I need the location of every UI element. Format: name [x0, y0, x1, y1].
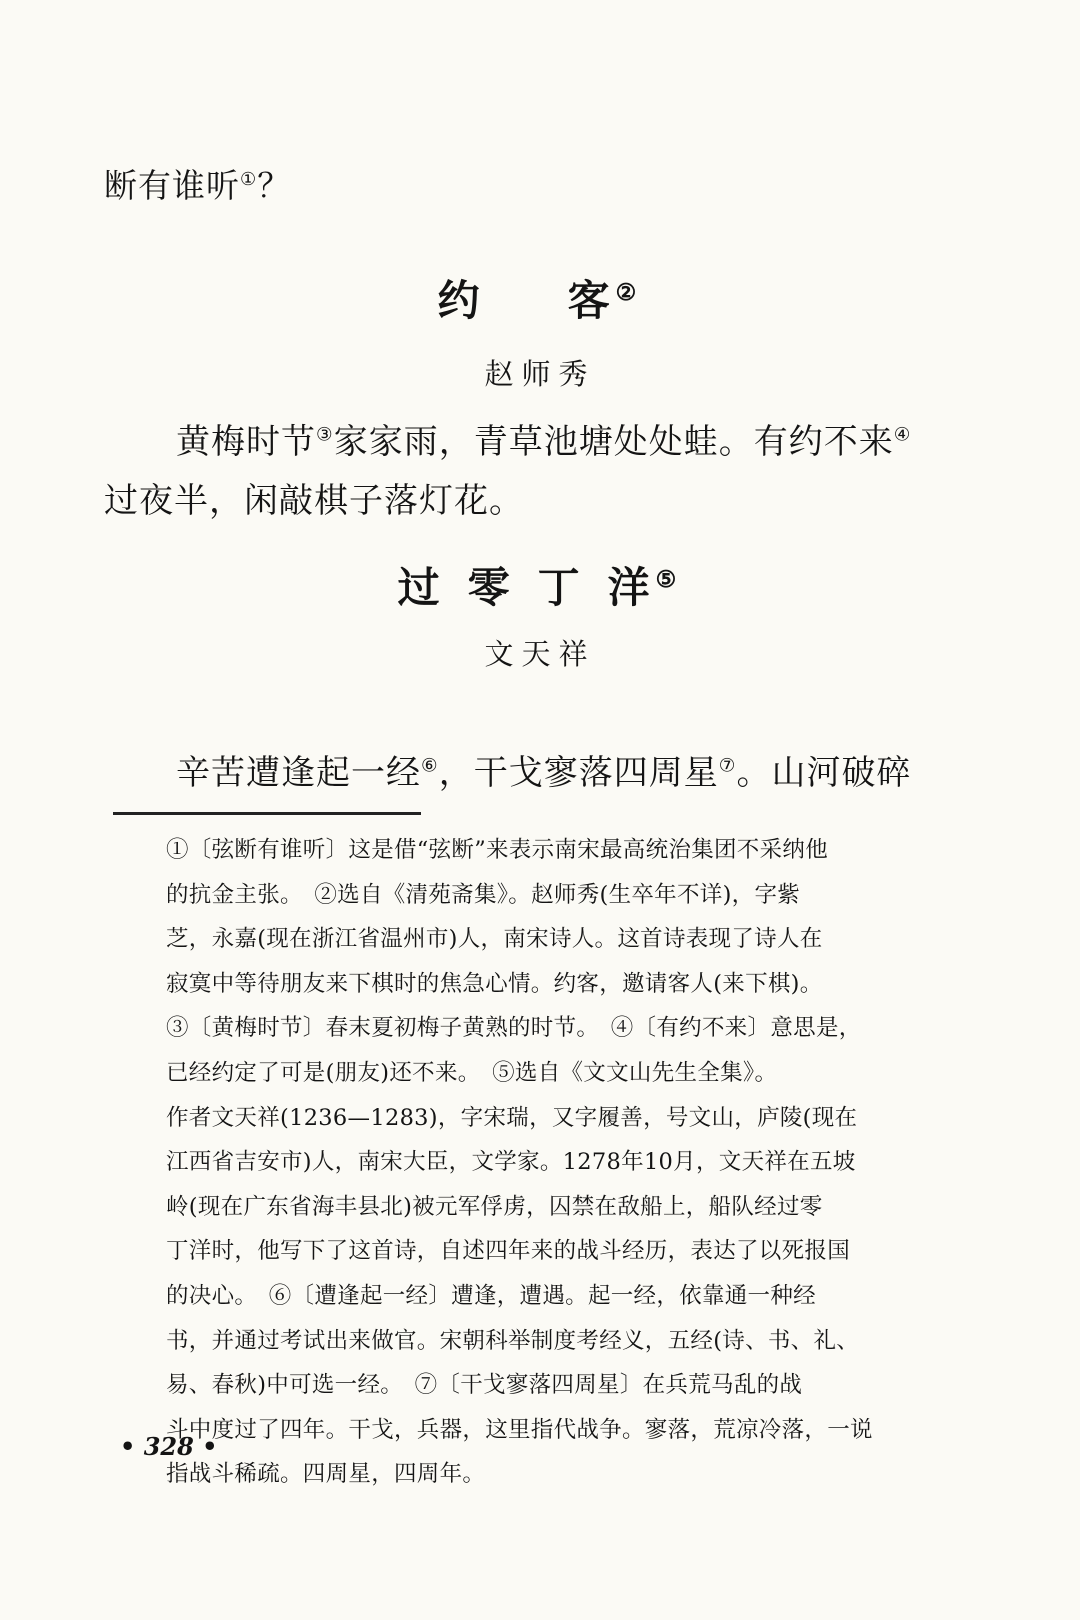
footnote-line: 易、春秋)中可选一经。 ⑦〔干戈寥落四周星〕在兵荒马乱的战 [166, 1372, 803, 1399]
poem-title-guolingdingyang [0, 555, 1080, 615]
footnote-line: 岭(现在广东省海丰县北)被元军俘虏，囚禁在敌船上，船队经过零 [166, 1193, 823, 1220]
footnote-line: 指战斗稀疏。四周星，四周年。 [166, 1461, 486, 1488]
poem-line: 过夜半，闲敲棋子落灯花。 [104, 481, 524, 521]
lead-text: 断有谁听 [104, 166, 240, 205]
poem-text: ，干戈寥落四周星 [438, 753, 719, 793]
footnote-ref-5: ⑤ [655, 566, 683, 593]
footnote-line: ③〔黄梅时节〕春末夏初梅子黄熟的时节。 ④〔有约不来〕意思是， [166, 1015, 862, 1042]
footnote-line: 芝，永嘉(现在浙江省温州市)人，南宋诗人。这首诗表现了诗人在 [166, 926, 823, 953]
footnote-line: 书，并通过考试出来做官。宋朝科举制度考经义，五经(诗、书、礼、 [166, 1327, 860, 1354]
footnote-line: 江西省吉安市)人，南宋大臣，文学家。1278年10月，文天祥在五坡 [166, 1149, 856, 1176]
poem-text: 家家雨，青草池塘处处蛙。有约不来 [333, 422, 894, 462]
poem-text: 黄梅时节 [176, 422, 316, 462]
footnote-line: 斗中度过了四年。干戈，兵器，这里指代战争。寥落，荒凉冷落，一说 [166, 1416, 873, 1443]
title-char: 过 [397, 563, 446, 612]
poem-text: 辛苦遭逢起一经 [176, 753, 421, 793]
title-char: 约 [437, 276, 486, 325]
footnote-line: ①〔弦断有谁听〕这是借“弦断”来表示南宋最高统治集团不采纳他 [166, 837, 829, 863]
footnote-ref-3: ③ [316, 424, 334, 446]
poem-line [176, 414, 912, 463]
title-char: 客 [567, 276, 616, 325]
footnote-line: 作者文天祥(1236—1283)，字宋瑞，又字履善，号文山，庐陵(现在 [166, 1104, 858, 1131]
footnote-line: 寂寞中等待朋友来下棋时的焦急心情。约客，邀请客人(来下棋)。 [166, 970, 823, 997]
poem-line [176, 745, 912, 794]
footnote-ref-4: ④ [893, 424, 912, 446]
footnote-line: 丁洋时，他写下了这首诗，自述四年来的战斗经历，表达了以死报国 [166, 1238, 851, 1265]
footnotes [166, 828, 950, 1497]
footnote-ref-1: ① [240, 169, 258, 190]
footnote-line: 的决心。 ⑥〔遭逢起一经〕遭逢，遭遇。起一经，依靠通一种经 [166, 1282, 816, 1309]
footnote-line: 的抗金主张。 ②选自《清苑斋集》。赵师秀(生卒年不详)，字紫 [166, 881, 801, 908]
title-char: 洋 [607, 563, 656, 612]
footnote-divider [113, 812, 421, 815]
title-char: 零 [467, 563, 516, 612]
footnote-ref-2: ② [615, 279, 643, 306]
page-number: • 328 • [120, 1432, 218, 1461]
poem-title-yueke [0, 268, 1080, 328]
poem-author-zhao: 赵师秀 [484, 357, 596, 391]
footnote-ref-7: ⑦ [718, 755, 737, 777]
previous-poem-last-line [104, 160, 291, 207]
footnote-ref-6: ⑥ [421, 755, 439, 777]
lead-end-punct: ？ [257, 166, 292, 205]
poem-text: 。山河破碎 [736, 753, 912, 793]
footnote-line: 已经约定了可是(朋友)还不来。 ⑤选自《文文山先生全集》。 [166, 1059, 778, 1086]
title-char: 丁 [537, 563, 586, 612]
poem-author-wen: 文天祥 [484, 637, 596, 671]
